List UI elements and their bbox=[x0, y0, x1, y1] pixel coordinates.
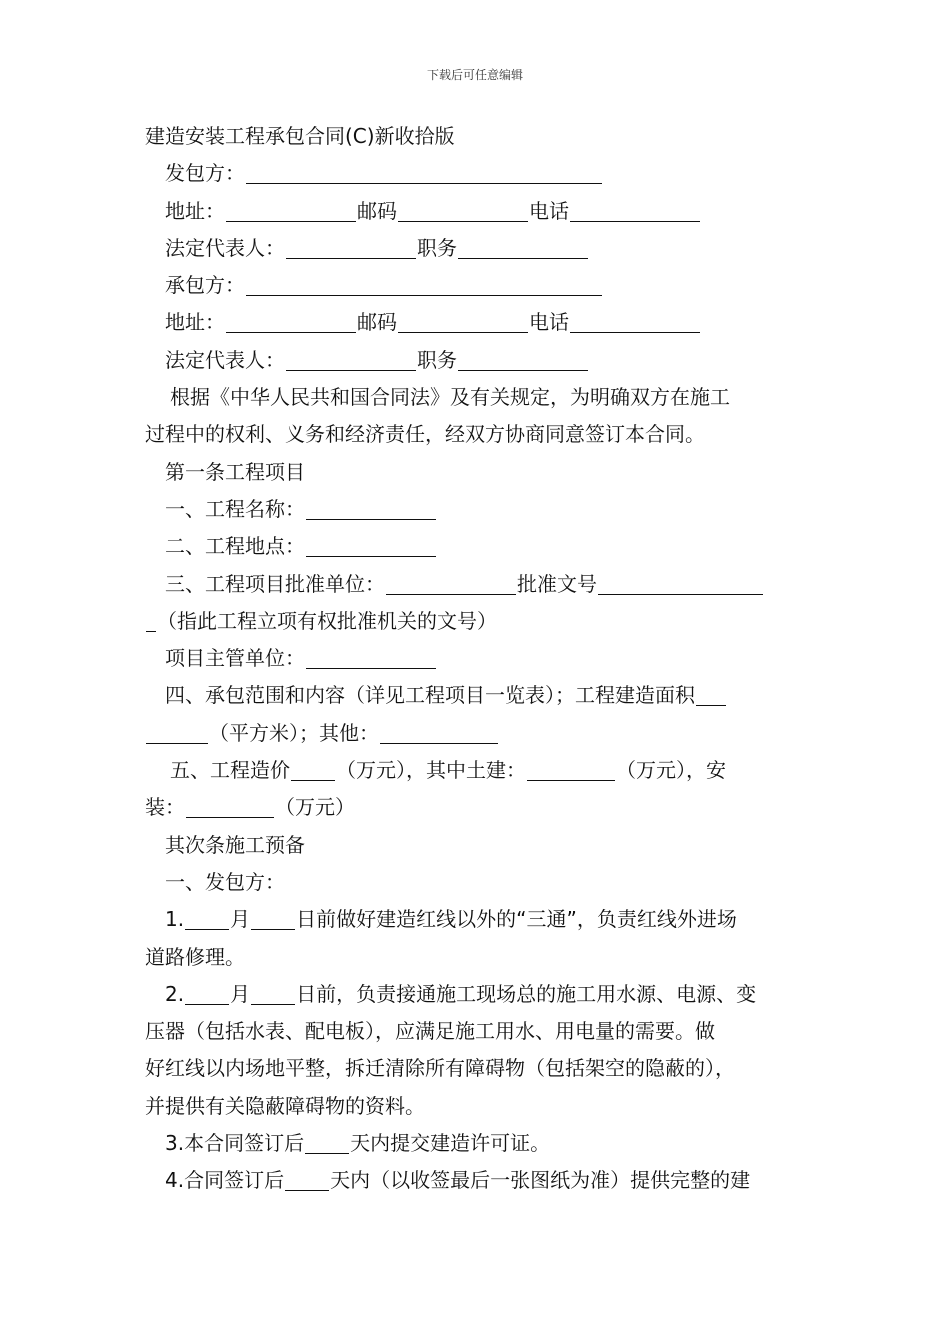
clause-2-month: 月 bbox=[230, 981, 251, 1006]
clause-1-line-2: 道路修理。 bbox=[145, 944, 245, 969]
position-blank bbox=[458, 348, 588, 371]
position-label: 职务 bbox=[417, 347, 457, 372]
area-blank bbox=[696, 683, 726, 706]
phone-label: 电话 bbox=[529, 198, 569, 223]
legal-rep-blank bbox=[286, 348, 416, 371]
employer-legal-rep-line bbox=[145, 230, 815, 267]
approval-number-blank bbox=[598, 572, 763, 595]
clause-1-day-blank bbox=[251, 907, 295, 930]
employer-line bbox=[145, 155, 815, 192]
clause-2-line-1 bbox=[145, 976, 815, 1013]
intro-line-2: 过程中的权利、义务和经济责任，经双方协商同意签订本合同。 bbox=[145, 422, 705, 447]
project-site-label: 二、工程地点： bbox=[165, 534, 305, 559]
postcode-blank bbox=[398, 310, 528, 333]
approval-note: （指此工程立项有权批准机关的文号） bbox=[157, 608, 497, 633]
approval-number-blank-cont bbox=[146, 609, 156, 632]
clause-4-text-b: 天内（以收签最后一张图纸为准）提供完整的建 bbox=[330, 1168, 751, 1193]
clause-2-line-3: 好红线以内场地平整，拆迁清除所有障碍物（包括架空的隐蔽的）， bbox=[145, 1056, 735, 1081]
address-blank bbox=[226, 199, 356, 222]
clause-1-month-blank bbox=[185, 907, 229, 930]
page-header: 下载后可任意编辑 bbox=[426, 68, 523, 82]
install-blank bbox=[186, 795, 274, 818]
cost-line-2 bbox=[145, 789, 815, 826]
clause-1-num: 1. bbox=[165, 907, 185, 932]
employer-label: 发包方： bbox=[165, 161, 245, 186]
area-unit-label: （平方米）；其他： bbox=[209, 720, 379, 745]
approval-unit-label: 三、工程项目批准单位： bbox=[165, 571, 385, 596]
managing-unit-blank bbox=[306, 646, 436, 669]
project-site-blank bbox=[306, 534, 436, 557]
clause-3-line bbox=[145, 1125, 815, 1162]
cost-blank bbox=[291, 758, 335, 781]
install-unit-label: （万元） bbox=[275, 795, 355, 820]
clause-4-text-a: 4.合同签订后 bbox=[165, 1168, 285, 1193]
approval-line bbox=[145, 566, 815, 603]
clause-3-text-b: 天内提交建造许可证。 bbox=[350, 1131, 551, 1156]
project-site-line bbox=[145, 528, 815, 565]
project-name-blank bbox=[306, 497, 436, 520]
area-blank-cont bbox=[146, 721, 208, 744]
position-label: 职务 bbox=[417, 235, 457, 260]
clause-1-text: 日前做好建造红线以外的“三通”，负责红线外进场 bbox=[296, 907, 737, 932]
clause-2-line-2: 压器（包括水表、配电板），应满足施工用水、用电量的需要。做 bbox=[145, 1019, 715, 1044]
article2-heading: 其次条施工预备 bbox=[165, 832, 305, 857]
postcode-label: 邮码 bbox=[357, 310, 397, 335]
managing-unit-line bbox=[145, 640, 815, 677]
clause-2-month-blank bbox=[185, 982, 229, 1005]
legal-rep-blank bbox=[286, 236, 416, 259]
civil-label: （万元），其中土建： bbox=[336, 758, 526, 783]
contractor-label: 承包方： bbox=[165, 273, 245, 298]
article1-heading: 第一条工程项目 bbox=[165, 459, 305, 484]
position-blank bbox=[458, 236, 588, 259]
install-label-b: 装： bbox=[145, 795, 185, 820]
contract-body bbox=[145, 118, 815, 1200]
managing-unit-label: 项目主管单位： bbox=[165, 646, 305, 671]
cost-label: 五、工程造价 bbox=[170, 758, 290, 783]
phone-blank bbox=[570, 199, 700, 222]
contract-title: 建造安装工程承包合同(C)新收拾版 bbox=[145, 124, 455, 148]
employer-address-line bbox=[145, 193, 815, 230]
postcode-label: 邮码 bbox=[357, 198, 397, 223]
scope-label: 四、承包范围和内容（详见工程项目一览表）；工程建造面积 bbox=[165, 683, 695, 708]
contractor-blank bbox=[246, 273, 602, 296]
legal-rep-label: 法定代表人： bbox=[165, 347, 285, 372]
contractor-line bbox=[145, 267, 815, 304]
legal-rep-label: 法定代表人： bbox=[165, 235, 285, 260]
employer-blank bbox=[246, 161, 602, 184]
phone-label: 电话 bbox=[529, 310, 569, 335]
approval-unit-blank bbox=[386, 572, 516, 595]
clause-2-text: 日前，负责接通施工现场总的施工用水源、电源、变 bbox=[296, 981, 757, 1006]
clause-2-line-4: 并提供有关隐蔽障碍物的资料。 bbox=[145, 1093, 425, 1118]
clause-2-day-blank bbox=[251, 982, 295, 1005]
clause-3-days-blank bbox=[305, 1131, 349, 1154]
clause-4-days-blank bbox=[285, 1168, 329, 1191]
install-label-a: （万元），安 bbox=[616, 758, 726, 783]
scope-line bbox=[145, 677, 815, 714]
clause-1-line-1 bbox=[145, 901, 815, 938]
clause-3-text-a: 3.本合同签订后 bbox=[165, 1131, 305, 1156]
approval-number-label: 批准文号 bbox=[517, 571, 597, 596]
clause-1-month: 月 bbox=[230, 907, 251, 932]
contractor-legal-rep-line bbox=[145, 342, 815, 379]
postcode-blank bbox=[398, 199, 528, 222]
cost-line bbox=[145, 752, 815, 789]
other-blank bbox=[380, 721, 498, 744]
address-blank bbox=[226, 310, 356, 333]
address-label: 地址： bbox=[165, 198, 225, 223]
approval-note-line bbox=[145, 603, 815, 640]
article2-sub: 一、发包方： bbox=[165, 869, 285, 894]
address-label: 地址： bbox=[165, 310, 225, 335]
clause-4-line bbox=[145, 1162, 815, 1199]
phone-blank bbox=[570, 310, 700, 333]
project-name-line bbox=[145, 491, 815, 528]
project-name-label: 一、工程名称： bbox=[165, 496, 305, 521]
contractor-address-line bbox=[145, 304, 815, 341]
clause-2-num: 2. bbox=[165, 981, 185, 1006]
scope-line-2 bbox=[145, 715, 815, 752]
civil-blank bbox=[527, 758, 615, 781]
intro-line-1: 根据《中华人民共和国合同法》及有关规定，为明确双方在施工 bbox=[170, 385, 730, 410]
